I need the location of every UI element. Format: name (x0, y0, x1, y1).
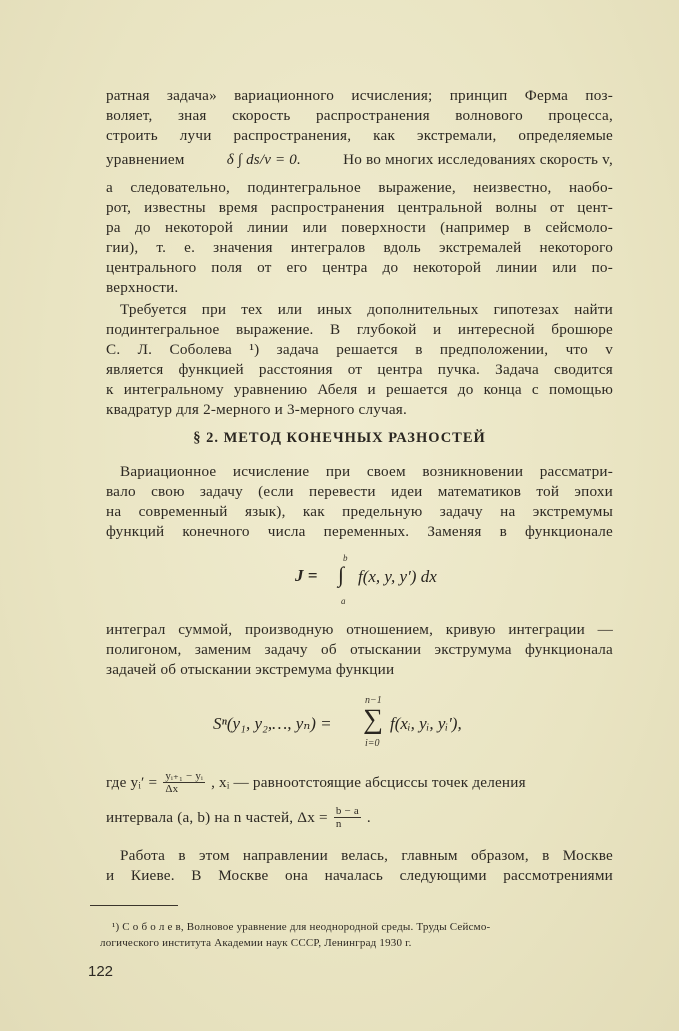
footnote-line: логического института Академии наук СССР, Ленинград 1930 г. (100, 937, 412, 949)
text-line: и Киеве. В Москве она началась следующими рассмотрениями (106, 867, 613, 884)
formula-integrand: f(x, y, y′) dx (358, 567, 437, 586)
fraction-derivative (163, 770, 205, 795)
text-line: функций конечного числа переменных. Заменяя в функционале (106, 523, 613, 540)
text-fragment: , xᵢ — равноотстоящие абсциссы точек деления (211, 773, 526, 791)
text-line: вало свою задачу (если перевести идеи математиков той эпохи (106, 483, 613, 500)
text-line: является функцией расстояния от центра пучка. Задача сводится (106, 361, 613, 378)
text-line: a следовательно, подинтегральное выражение, неизвестно, наобо- (106, 179, 613, 196)
text-line: рот, известны время распространения центральной волны от цент- (106, 199, 613, 216)
text-fragment: где yᵢ′ = (106, 773, 158, 791)
text-line-with-fraction (106, 770, 613, 795)
fraction-numerator: b − a (335, 805, 359, 817)
text-line: строить лучи распространения, как экстремали, определяемые (106, 127, 613, 144)
sum-lower-limit: i=0 (365, 738, 380, 749)
integral-lower-limit: a (341, 596, 346, 606)
text-fragment: уравнением (106, 151, 185, 168)
text-line: интеграл суммой, производную отношением, кривую интеграции — (106, 621, 613, 638)
text-line: задачей об отыскании экстремума функции (106, 661, 395, 678)
text-line-with-formula (106, 150, 613, 170)
text-line: квадратур для 2-мерного и 3-мерного случая. (106, 401, 407, 418)
formula-rhs: f(xᵢ, yᵢ, yᵢ′), (390, 714, 462, 733)
text-line: воляет, зная скорость распространения волнового процесса, (106, 107, 613, 124)
text-line: центрального поля от его центра до некоторой линии или по- (106, 259, 613, 276)
formula-lhs: Sⁿ(y₁, y₂,…, yₙ) = (213, 714, 332, 733)
text-line: ра до некоторой линии или поверхности (например в сейсмоло- (106, 219, 613, 236)
formula-lhs: J = (295, 566, 318, 585)
text-line: Работа в этом направлении велась, главным образом, в Москве (120, 847, 613, 864)
text-line: на современный язык), как предельную задачу на экстремумы (106, 503, 613, 520)
text-line: к интегральному уравнению Абеля и решается до конца с помощью (106, 381, 613, 398)
sum-upper-limit: n−1 (365, 695, 382, 706)
text-fragment: интервала (a, b) на n частей, Δx = (106, 808, 328, 826)
integral-upper-limit: b (343, 553, 348, 563)
text-line: гии), т. е. значения интегралов вдоль экстремалей некоторого (106, 239, 613, 256)
integral-sign-icon: ∫ (338, 562, 345, 587)
text-fragment: Но во многих исследованиях скорость v, (343, 151, 613, 168)
inline-formula-fermat: δ ∫ ds/v = 0. (226, 152, 301, 168)
text-line: полигоном, заменим задачу об отыскании экструмума функционала (106, 641, 613, 658)
fraction-numerator: yᵢ₊₁ − yᵢ (165, 770, 204, 782)
fraction-step (334, 805, 361, 830)
footnote-divider (90, 905, 178, 906)
text-line: Вариационное исчисление при своем возникновении рассматри- (120, 463, 613, 480)
text-line: Требуется при тех или иных дополнительных гипотезах найти (120, 301, 613, 318)
sum-sign-icon: ∑ (363, 704, 383, 735)
text-line: верхности. (106, 279, 179, 296)
section-heading: § 2. МЕТОД КОНЕЧНЫХ РАЗНОСТЕЙ (193, 430, 486, 446)
text-fragment: . (366, 808, 371, 826)
page-number: 122 (88, 963, 114, 980)
fraction-denominator: n (335, 818, 342, 830)
text-line-with-fraction (106, 805, 613, 830)
text-line: С. Л. Соболева ¹) задача решается в предположении, что v (106, 341, 613, 358)
text-line: ратная задача» вариационного исчисления; принцип Ферма поз- (106, 87, 613, 104)
text-line: подинтегральное выражение. В глубокой и интересной брошюре (106, 321, 613, 338)
footnote-line: ¹) С о б о л е в, Волновое уравнение для неоднородной среды. Труды Сейсмо- (112, 921, 491, 933)
fraction-denominator: Δx (165, 783, 179, 795)
